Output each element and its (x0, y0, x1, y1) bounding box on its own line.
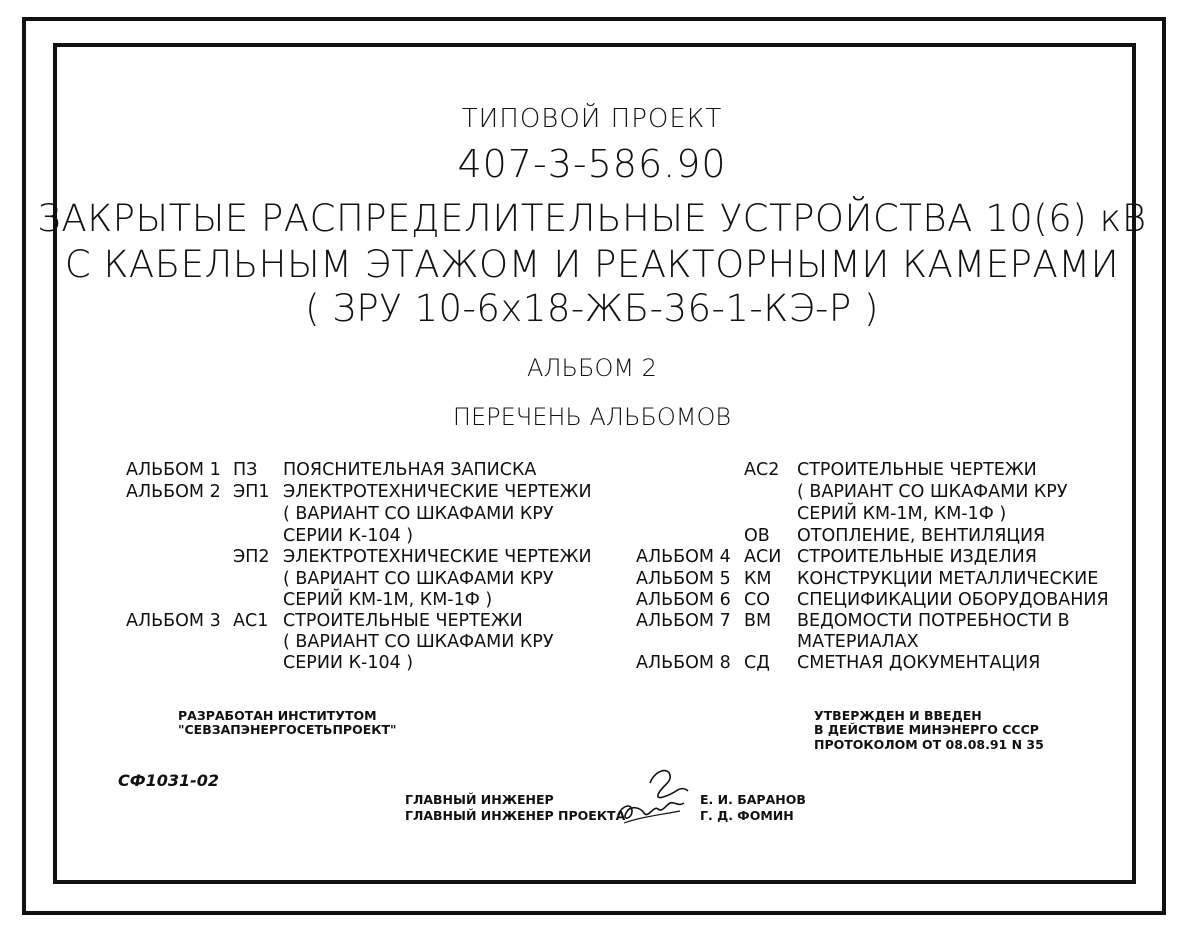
list-item-text: КОНСТРУКЦИИ МЕТАЛЛИЧЕСКИЕ (797, 569, 1099, 589)
list-item-album: АЛЬБОМ 6 (636, 590, 731, 610)
approval-line-3: ПРОТОКОЛОМ ОТ 08.08.91 N 35 (814, 736, 1044, 752)
list-item-album: АЛЬБОМ 3 (126, 611, 221, 631)
approval-line-1: УТВЕРЖДЕН И ВВЕДЕН (814, 708, 982, 723)
role-chief-project-engineer: ГЛАВНЫЙ ИНЖЕНЕР ПРОЕКТА (405, 808, 626, 824)
list-item-album: АЛЬБОМ 5 (636, 569, 731, 589)
list-item-code: ПЗ (233, 460, 258, 480)
title-line-2: С КАБЕЛЬНЫМ ЭТАЖОМ И РЕАКТОРНЫМИ КАМЕРАМИ (64, 243, 1120, 286)
list-item-text: СЕРИЙ КМ-1М, КМ-1Ф ) (797, 504, 1007, 524)
list-item-text: СЕРИИ К-104 ) (283, 526, 414, 546)
developed-by-line-2: "СЕВЗАПЭНЕРГОСЕТЬПРОЕКТ" (178, 722, 397, 738)
list-item-text: ПОЯСНИТЕЛЬНАЯ ЗАПИСКА (283, 460, 537, 480)
document-type: ТИПОВОЙ ПРОЕКТ (461, 104, 723, 134)
list-item-text: ( ВАРИАНТ СО ШКАФАМИ КРУ (283, 569, 554, 589)
list-item-text: СТРОИТЕЛЬНЫЕ ЧЕРТЕЖИ (797, 460, 1037, 480)
list-item-code: АСИ (744, 547, 782, 567)
signature-names (700, 792, 806, 825)
signature-roles (405, 792, 625, 825)
list-item-album: АЛЬБОМ 7 (636, 611, 731, 631)
list-item-text: МАТЕРИАЛАХ (797, 632, 919, 652)
title-line-3: ( ЗРУ 10-6х18-ЖБ-36-1-КЭ-Р ) (305, 287, 879, 330)
list-item-code: КМ (744, 569, 772, 589)
list-item-text: ОТОПЛЕНИЕ, ВЕНТИЛЯЦИЯ (797, 526, 1046, 546)
list-item-text: ( ВАРИАНТ СО ШКАФАМИ КРУ (797, 482, 1068, 502)
list-item-text: ЭЛЕКТРОТЕХНИЧЕСКИЕ ЧЕРТЕЖИ (283, 482, 592, 502)
project-number: 407-3-586.90 (457, 142, 727, 186)
name-fomin: Г. Д. ФОМИН (700, 808, 794, 824)
list-item-code: АС2 (744, 460, 780, 480)
list-item-code: СО (744, 590, 770, 610)
album-label: АЛЬБОМ 2 (527, 354, 657, 382)
stamp-code: СФ1031-02 (118, 771, 220, 790)
list-item-album: АЛЬБОМ 2 (126, 482, 221, 502)
list-item-text: СТРОИТЕЛЬНЫЕ ЧЕРТЕЖИ (283, 611, 523, 631)
developed-by-line-1: РАЗРАБОТАН ИНСТИТУТОМ (178, 708, 377, 723)
role-chief-engineer: ГЛАВНЫЙ ИНЖЕНЕР (405, 792, 554, 807)
name-baranov: Е. И. БАРАНОВ (700, 792, 806, 807)
list-item-text: СЕРИИ К-104 ) (283, 653, 414, 673)
list-item-code: ОВ (744, 526, 770, 546)
list-item-code: ЭП1 (233, 482, 270, 502)
list-item-text: ( ВАРИАНТ СО ШКАФАМИ КРУ (283, 504, 554, 524)
approval-line-2: В ДЕЙСТВИЕ МИНЭНЕРГО СССР (814, 722, 1039, 738)
list-item-text: ЭЛЕКТРОТЕХНИЧЕСКИЕ ЧЕРТЕЖИ (283, 547, 592, 567)
list-item-code: ВМ (744, 611, 772, 631)
list-item-text: СМЕТНАЯ ДОКУМЕНТАЦИЯ (797, 653, 1041, 673)
list-item-text: ВЕДОМОСТИ ПОТРЕБНОСТИ В (797, 611, 1070, 631)
developed-by (178, 709, 397, 738)
list-item-code: СД (744, 653, 770, 673)
list-item-code: ЭП2 (233, 547, 270, 567)
title-line-1: ЗАКРЫТЫЕ РАСПРЕДЕЛИТЕЛЬНЫЕ УСТРОЙСТВА 10(6) кВ (37, 197, 1147, 240)
handwritten-signatures (610, 765, 695, 827)
list-item-text: ( ВАРИАНТ СО ШКАФАМИ КРУ (283, 632, 554, 652)
list-item-text: СТРОИТЕЛЬНЫЕ ИЗДЕЛИЯ (797, 547, 1037, 567)
list-item-album: АЛЬБОМ 4 (636, 547, 731, 567)
list-item-text: СПЕЦИФИКАЦИИ ОБОРУДОВАНИЯ (797, 590, 1109, 610)
list-item-album: АЛЬБОМ 8 (636, 653, 731, 673)
list-heading: ПЕРЕЧЕНЬ АЛЬБОМОВ (452, 403, 732, 431)
list-item-code: АС1 (233, 611, 269, 631)
approval-note (814, 709, 1044, 752)
list-item-text: СЕРИЙ КМ-1М, КМ-1Ф ) (283, 590, 493, 610)
list-item-album: АЛЬБОМ 1 (126, 460, 221, 480)
